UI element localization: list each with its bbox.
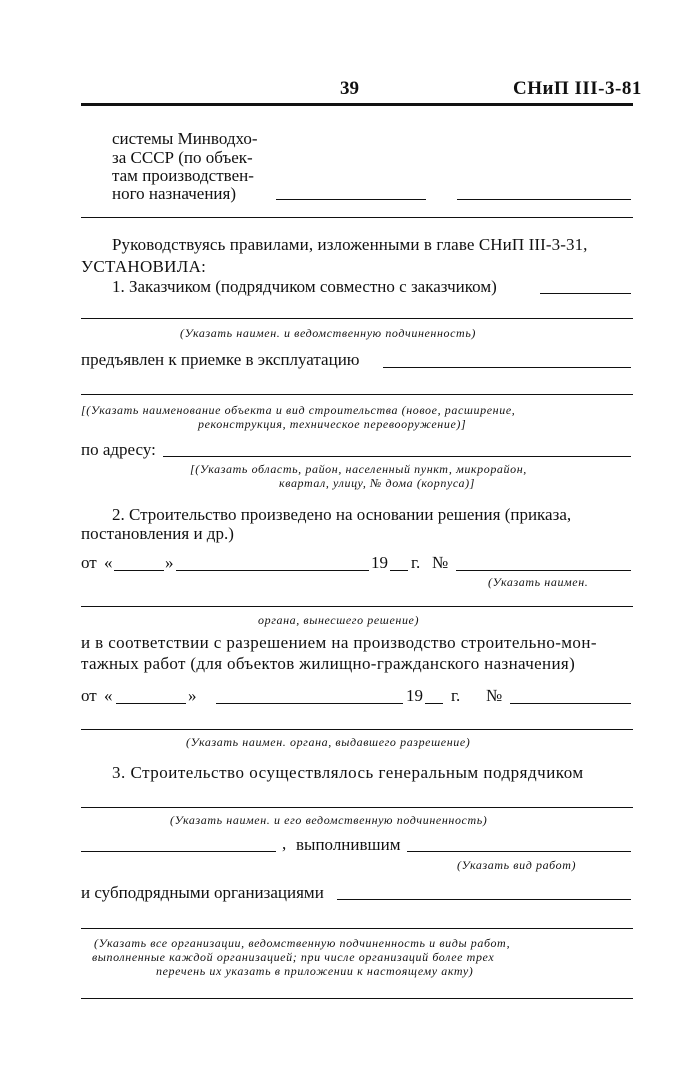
performed-comma: , (282, 834, 287, 853)
performed-label: выполнившим (296, 835, 401, 854)
decision-quote-close: » (165, 553, 174, 572)
hint-decision-name-2: органа, вынесшего решение) (258, 613, 420, 627)
object-field[interactable] (81, 394, 633, 395)
hint-all-3: перечень их указать в приложении к настоящему акту) (156, 964, 474, 978)
permit-day-field[interactable] (116, 703, 186, 704)
work-type-field[interactable] (407, 851, 631, 852)
decision-number-sign: № (432, 553, 449, 572)
hint-all-2: выполненные каждой организацией; при числе организаций более трех (92, 950, 495, 964)
top-block-line-4: ного назначения) (112, 184, 236, 203)
performed-by-field[interactable] (81, 851, 276, 852)
decision-year-suffix: г. (411, 553, 421, 572)
intro-line-2: УСТАНОВИЛА: (81, 257, 207, 276)
decision-day-field[interactable] (114, 570, 164, 571)
owner-field[interactable] (81, 318, 633, 319)
hint-owner: (Указать наимен. и ведомственную подчиненность) (180, 326, 476, 340)
address-field[interactable] (163, 456, 631, 457)
hint-address-1: [(Указать область, район, населенный пункт, микрорайон, (190, 462, 527, 476)
permit-body-field[interactable] (81, 729, 633, 730)
top-block-line-1: системы Минводхо- (112, 129, 258, 148)
permit-from: от (81, 686, 97, 705)
presented-field[interactable] (383, 367, 631, 368)
hint-decision-name-1: (Указать наимен. (488, 575, 589, 589)
signature-field-2[interactable] (457, 199, 631, 200)
hint-address-2: квартал, улицу, № дома (корпуса)] (279, 476, 475, 490)
decision-year-field[interactable] (390, 570, 408, 571)
item2-line-1: 2. Строительство произведено на основании решения (приказа, (112, 505, 572, 524)
subcontractors-label: и субподрядными организациями (81, 883, 324, 902)
decision-number-field[interactable] (456, 570, 631, 571)
decision-from: от (81, 553, 97, 572)
document-code: СНиП III-3-81 (513, 78, 642, 99)
decision-body-field[interactable] (81, 606, 633, 607)
item1-inline-field[interactable] (540, 293, 631, 294)
bottom-field[interactable] (81, 998, 633, 999)
permit-quote-open: « (104, 686, 113, 705)
hint-all-1: (Указать все организации, ведомственную подчиненность и виды работ, (94, 936, 511, 950)
page-number: 39 (340, 78, 359, 99)
top-block-line-3: там производствен- (112, 166, 254, 185)
hint-object-2: реконструкция, техническое перевооружение)] (198, 417, 467, 431)
permit-year-field[interactable] (425, 703, 443, 704)
hint-permit: (Указать наимен. органа, выдавшего разрешение) (186, 735, 471, 749)
divider (81, 217, 633, 218)
item3-line-1: 3. Строительство осуществлялось генеральным подрядчиком (112, 763, 584, 782)
item2-line-2: постановления и др.) (81, 524, 234, 543)
decision-month-field[interactable] (176, 570, 369, 571)
hint-object-1: [(Указать наименование объекта и вид строительства (новое, расширение, (81, 403, 516, 417)
permit-month-field[interactable] (216, 703, 403, 704)
permit-number-field[interactable] (510, 703, 631, 704)
address-label: по адресу: (81, 440, 156, 459)
permit-quote-close: » (188, 686, 197, 705)
permit-year-prefix: 19 (406, 686, 423, 705)
top-block-line-2: за СССР (по объек- (112, 148, 253, 167)
intro-line-1: Руководствуясь правилами, изложенными в главе СНиП III-3-31, (112, 235, 588, 254)
item1-text: 1. Заказчиком (подрядчиком совместно с заказчиком) (112, 277, 497, 296)
hint-contractor: (Указать наимен. и его ведомственную подчиненность) (170, 813, 488, 827)
permit-line-2: тажных работ (для объектов жилищно-гражданского назначения) (81, 654, 576, 673)
contractor-field[interactable] (81, 807, 633, 808)
signature-field-1[interactable] (276, 199, 426, 200)
header-rule (81, 103, 633, 106)
subcontractors-body-field[interactable] (81, 928, 633, 929)
permit-number-sign: № (486, 686, 503, 705)
permit-line-1: и в соответствии с разрешением на производство строительно-мон- (81, 633, 597, 652)
decision-quote-open: « (104, 553, 113, 572)
subcontractors-field[interactable] (337, 899, 631, 900)
hint-work: (Указать вид работ) (457, 858, 577, 872)
decision-year-prefix: 19 (371, 553, 388, 572)
presented-label: предъявлен к приемке в эксплуатацию (81, 350, 360, 369)
permit-year-suffix: г. (451, 686, 461, 705)
